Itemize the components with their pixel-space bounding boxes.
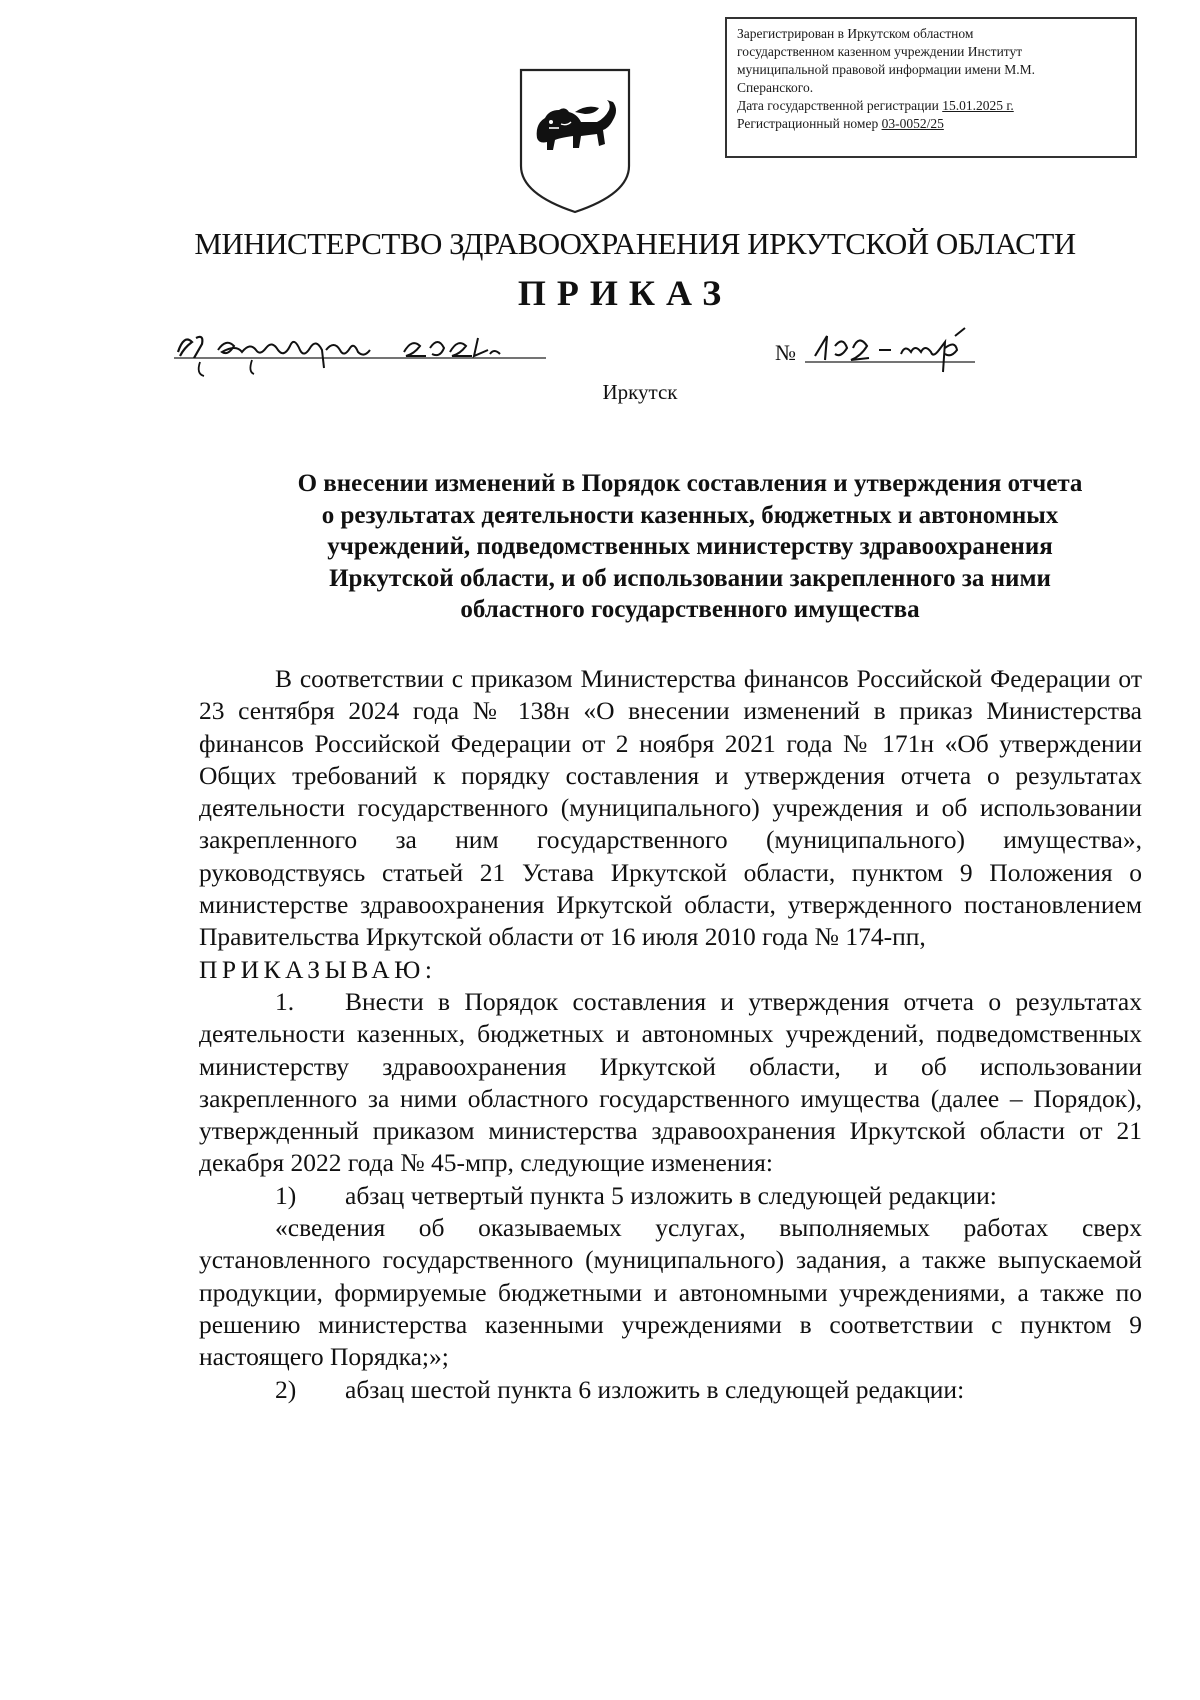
heading-line-4: Иркутской области, и об использовании закрепленного за ними — [329, 564, 1051, 592]
preamble-paragraph: В соответствии с приказом Министерства финансов Российской Федерации от 23 сентября 2024 года № 138н «О внесении изменений в приказ Министерства финансов Российской Федерации от 2 ноября 2021 года № 171н «Об утверждении Общих требований к порядку составления и утверждения отчета о результатах деятельности государственного (муниципального) учреждения и об использовании закрепленного за ним государственного (муниципального) имущества», руководствуясь статьей 21 Устава Иркутской области, пунктом 9 Положения о министерстве здравоохранения Иркутской области, утвержденного постановлением Правительства Иркутской области от 16 июля 2010 года № 174-пп, — [199, 664, 1142, 952]
subitem-2-number: 2) — [275, 1374, 297, 1404]
document-body — [199, 663, 1142, 1406]
registration-line-3: муниципальной правовой информации имени М.М. — [737, 62, 1035, 77]
item-1-number: 1. — [275, 986, 295, 1016]
heading-line-2: о результатах деятельности казенных, бюджетных и автономных — [321, 501, 1059, 529]
registration-line-1: Зарегистрирован в Иркутском областном — [737, 26, 974, 41]
registration-date-row — [737, 97, 1127, 115]
order-word: ПРИКАЗЫВАЮ: — [199, 954, 437, 984]
subitem-1-number: 1) — [275, 1180, 297, 1210]
handwritten-date-signature — [174, 328, 554, 378]
order-title: ПРИКАЗ — [517, 273, 733, 313]
heading-line-3: учреждений, подведомственных министерству здравоохранения — [327, 533, 1053, 560]
subitem-1-paragraph — [199, 1180, 1142, 1212]
ministry-name: МИНИСТЕРСТВО ЗДРАВООХРАНЕНИЯ ИРКУТСКОЙ ОБЛАСТИ — [194, 226, 1076, 261]
order-number-label: № — [775, 340, 796, 365]
registration-stamp — [725, 17, 1137, 158]
subitem-2-paragraph — [199, 1374, 1142, 1406]
registration-number-label: Регистрационный номер — [737, 116, 882, 131]
subitem-2-text: абзац шестой пункта 6 изложить в следующей редакции: — [345, 1374, 965, 1404]
registration-date-label: Дата государственной регистрации — [737, 98, 943, 113]
document-heading — [240, 468, 1140, 626]
irkutsk-coat-of-arms-icon — [515, 66, 635, 216]
registration-number-row — [737, 115, 1127, 133]
heading-line-1: О внесении изменений в Порядок составления и утверждения отчета — [297, 470, 1083, 497]
item-1-paragraph — [199, 986, 1142, 1180]
registration-date-value: 15.01.2025 г. — [942, 98, 1014, 113]
item-1-text: Внести в Порядок составления и утверждения отчета о результатах деятельности казенных, бюджетных и автономных учреждений, подведомственных министерству здравоохранения Иркутской области, и об использовании закрепленного за ними областного государственного имущества (далее – Порядок), утвержденный приказом министерства здравоохранения Иркутской области от 21 декабря 2022 года № 45-мпр, следующие изменения: — [199, 986, 1142, 1178]
heading-line-5: областного государственного имущества — [460, 596, 920, 623]
registration-line-4: Сперанского. — [737, 80, 814, 95]
registration-number-value: 03-0052/25 — [881, 116, 944, 131]
city-name: Иркутск — [602, 380, 678, 404]
subitem-1-quote: «сведения об оказываемых услугах, выполняемых работах сверх установленного государственного (муниципального) задания, а также выпускаемой продукции, формируемые бюджетными и автономными учреждениями, а также по решению министерства казенными учреждениями в соответствии с пунктом 9 настоящего Порядка;»; — [199, 1213, 1142, 1372]
subitem-1-text: абзац четвертый пункта 5 изложить в следующей редакции: — [345, 1180, 997, 1210]
registration-line-2: государственном казенном учреждении Институт — [737, 44, 1023, 59]
handwritten-order-number — [805, 324, 975, 376]
